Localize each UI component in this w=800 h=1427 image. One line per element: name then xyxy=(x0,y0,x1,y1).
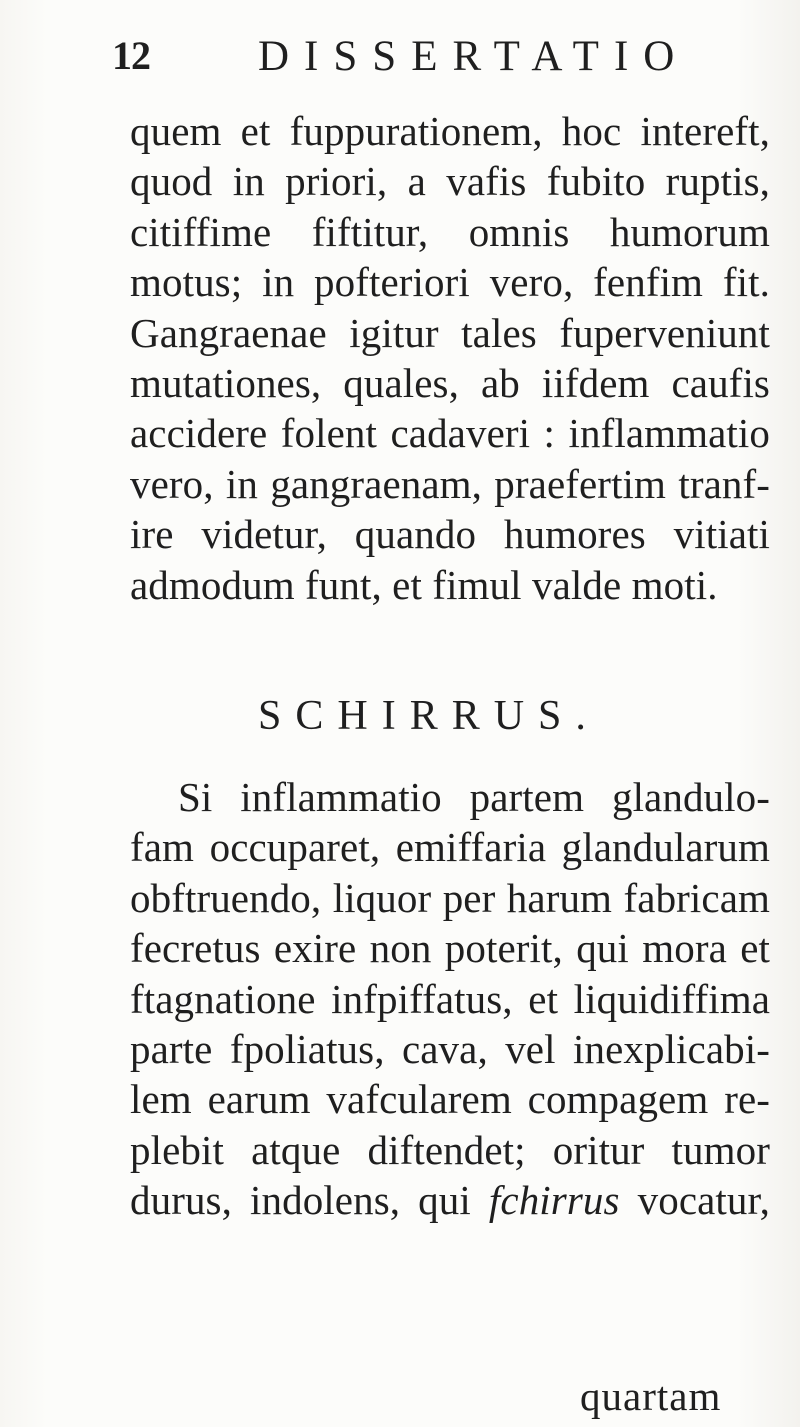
paragraph-1 xyxy=(130,106,770,610)
text-line: obftruendo, liquor per harum fabricam xyxy=(130,874,770,921)
text-segment: vocatur, xyxy=(619,1177,770,1224)
text-line: Gangraenae igitur tales fuperveniunt xyxy=(130,309,770,356)
text-line: lem earum vafcularem compagem re- xyxy=(130,1076,770,1123)
text-line: ire videtur, quando humores vitiati xyxy=(130,511,770,558)
page-header xyxy=(112,32,712,92)
text-line: fecretus exire non poterit, qui mora et xyxy=(130,925,770,972)
text-line: fam occuparet, emiffaria glandularum xyxy=(130,824,770,871)
text-line: vero, in gangraenam, praefertim tranf- xyxy=(130,460,770,507)
section-title: SCHIRRUS. xyxy=(258,693,600,739)
text-line: quem et fuppurationem, hoc intereft, xyxy=(130,108,770,154)
text-line: quod in priori, a vafis fubito ruptis, xyxy=(130,158,770,205)
text-line: mutationes, quales, ab iifdem caufis xyxy=(130,359,770,406)
text-line: motus; in pofteriori vero, fenfim fit. xyxy=(130,259,770,306)
text-segment: durus, indolens, qui xyxy=(130,1177,489,1224)
page-number: 12 xyxy=(112,33,150,78)
text-line: parte fpoliatus, cava, vel inexplicabi- xyxy=(130,1025,770,1072)
catchword: quartam xyxy=(580,1373,722,1419)
running-head: DISSERTATIO xyxy=(258,33,690,80)
text-line: accidere folent cadaveri : inflammatio xyxy=(130,410,770,457)
italic-term: fchirrus xyxy=(488,1177,620,1224)
paragraph-2 xyxy=(130,772,770,1226)
text-line-with-italic xyxy=(130,1175,770,1225)
text-line: Si inflammatio partem glandulo- xyxy=(178,774,770,820)
text-line: citiffime fiftitur, omnis humorum xyxy=(130,208,770,255)
text-line: admodum funt, et fimul valde moti. xyxy=(130,561,718,608)
text-line: plebit atque diftendet; oritur tumor xyxy=(130,1126,770,1173)
text-line: ftagnatione infpiffatus, et liquidiffima xyxy=(130,975,770,1022)
